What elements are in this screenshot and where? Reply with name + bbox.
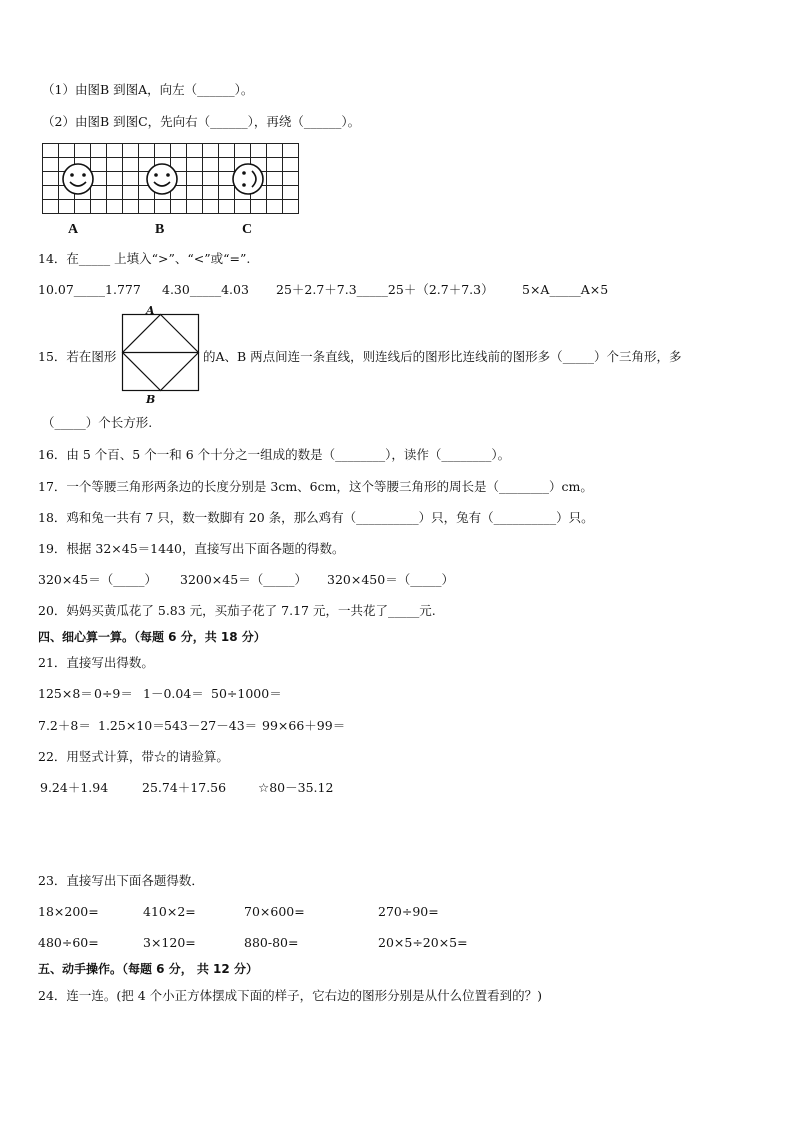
section-5-heading: 五、动手操作。（每题 6 分， 共 12 分）: [38, 962, 258, 976]
q21-item: 1－0.04＝: [143, 686, 204, 701]
smiley-face-c-icon: [233, 164, 263, 194]
q22-title: 22．用竖式计算，带☆的请验算。: [38, 749, 229, 764]
q21-item: 543－27－43＝: [164, 718, 258, 733]
q21-item: 99×66＋99＝: [262, 718, 346, 733]
q16: 16．由 5 个百、5 个一和 6 个十分之一组成的数是（________），读作（________）。: [38, 447, 511, 462]
q20: 20．妈妈买黄瓜花了 5.83 元，买茄子花了 7.17 元，一共花了_____元.: [38, 603, 436, 618]
grid-label-b: B: [155, 222, 165, 237]
point-a-label: A: [146, 304, 155, 317]
q18: 18．鸡和兔一共有 7 只，数一数脚有 20 条，那么鸡有（__________）只，兔有（__________）只。: [38, 510, 594, 525]
q24: 24．连一连。(把 4 个小正方体摆成下面的样子，它右边的图形分别是从什么位置看到的？): [38, 988, 543, 1003]
q13-line1: （1）由图B 到图A，向左（______）。: [42, 82, 254, 97]
q19-item: 320×450＝（_____）: [327, 572, 454, 587]
q23-item: 270÷90=: [378, 904, 439, 919]
q22-item: ☆80－35.12: [258, 780, 334, 795]
q19-title: 19．根据 32×45＝1440，直接写出下面各题的得数。: [38, 541, 345, 556]
q14-title: 14．在_____ 上填入“>”、“<”或“=”.: [38, 251, 251, 266]
q14-item: 10.07_____1.777: [38, 282, 141, 297]
q22-item: 9.24＋1.94: [40, 780, 109, 795]
q22-item: 25.74＋17.56: [142, 780, 227, 795]
q14-item: 5×A_____A×5: [522, 282, 609, 297]
q15-line2: （_____）个长方形.: [42, 415, 153, 430]
q21-item: 1.25×10＝: [98, 718, 165, 733]
q23-item: 3×120=: [143, 935, 196, 950]
q17: 17．一个等腰三角形两条边的长度分别是 3cm、6cm，这个等腰三角形的周长是（________）cm。: [38, 479, 593, 494]
q14-item: 4.30_____4.03: [162, 282, 249, 297]
q23-item: 20×5÷20×5=: [378, 935, 468, 950]
q23-item: 70×600=: [244, 904, 305, 919]
q21-item: 125×8＝: [38, 686, 93, 701]
q21-item: 7.2＋8＝: [38, 718, 91, 733]
point-b-label: B: [146, 393, 156, 406]
q21-item: 50÷1000＝: [211, 686, 282, 701]
q23-item: 880-80=: [244, 935, 299, 950]
smiley-face-a-icon: [63, 164, 93, 194]
q19-item: 3200×45＝（_____）: [180, 572, 307, 587]
grid-svg: [42, 143, 300, 215]
grid-label-c: C: [242, 222, 253, 237]
section-4-heading: 四、细心算一算。（每题 6 分，共 18 分）: [38, 630, 266, 644]
q19-item: 320×45＝（_____）: [38, 572, 157, 587]
q23-item: 410×2=: [143, 904, 196, 919]
q15-line1-b: 的A、B 两点间连一条直线，则连线后的图形比连线前的图形多（_____）个三角形，多: [203, 349, 682, 364]
q14-item: 25＋2.7＋7.3_____25＋（2.7＋7.3）: [276, 282, 494, 297]
q13-line2: （2）由图B 到图C，先向右（______），再绕（______）。: [42, 114, 361, 129]
q21-item: 0÷9＝: [94, 686, 133, 701]
q23-item: 18×200=: [38, 904, 99, 919]
q15-line1-a: 15．若在图形: [38, 349, 117, 364]
smiley-grid-figure: [42, 143, 300, 218]
grid-label-a: A: [68, 222, 79, 237]
q21-title: 21．直接写出得数。: [38, 655, 154, 670]
smiley-face-b-icon: [147, 164, 177, 194]
q23-item: 480÷60=: [38, 935, 99, 950]
rectangle-rhombus-figure: [118, 304, 204, 403]
q23-title: 23．直接写出下面各题得数．: [38, 873, 204, 888]
